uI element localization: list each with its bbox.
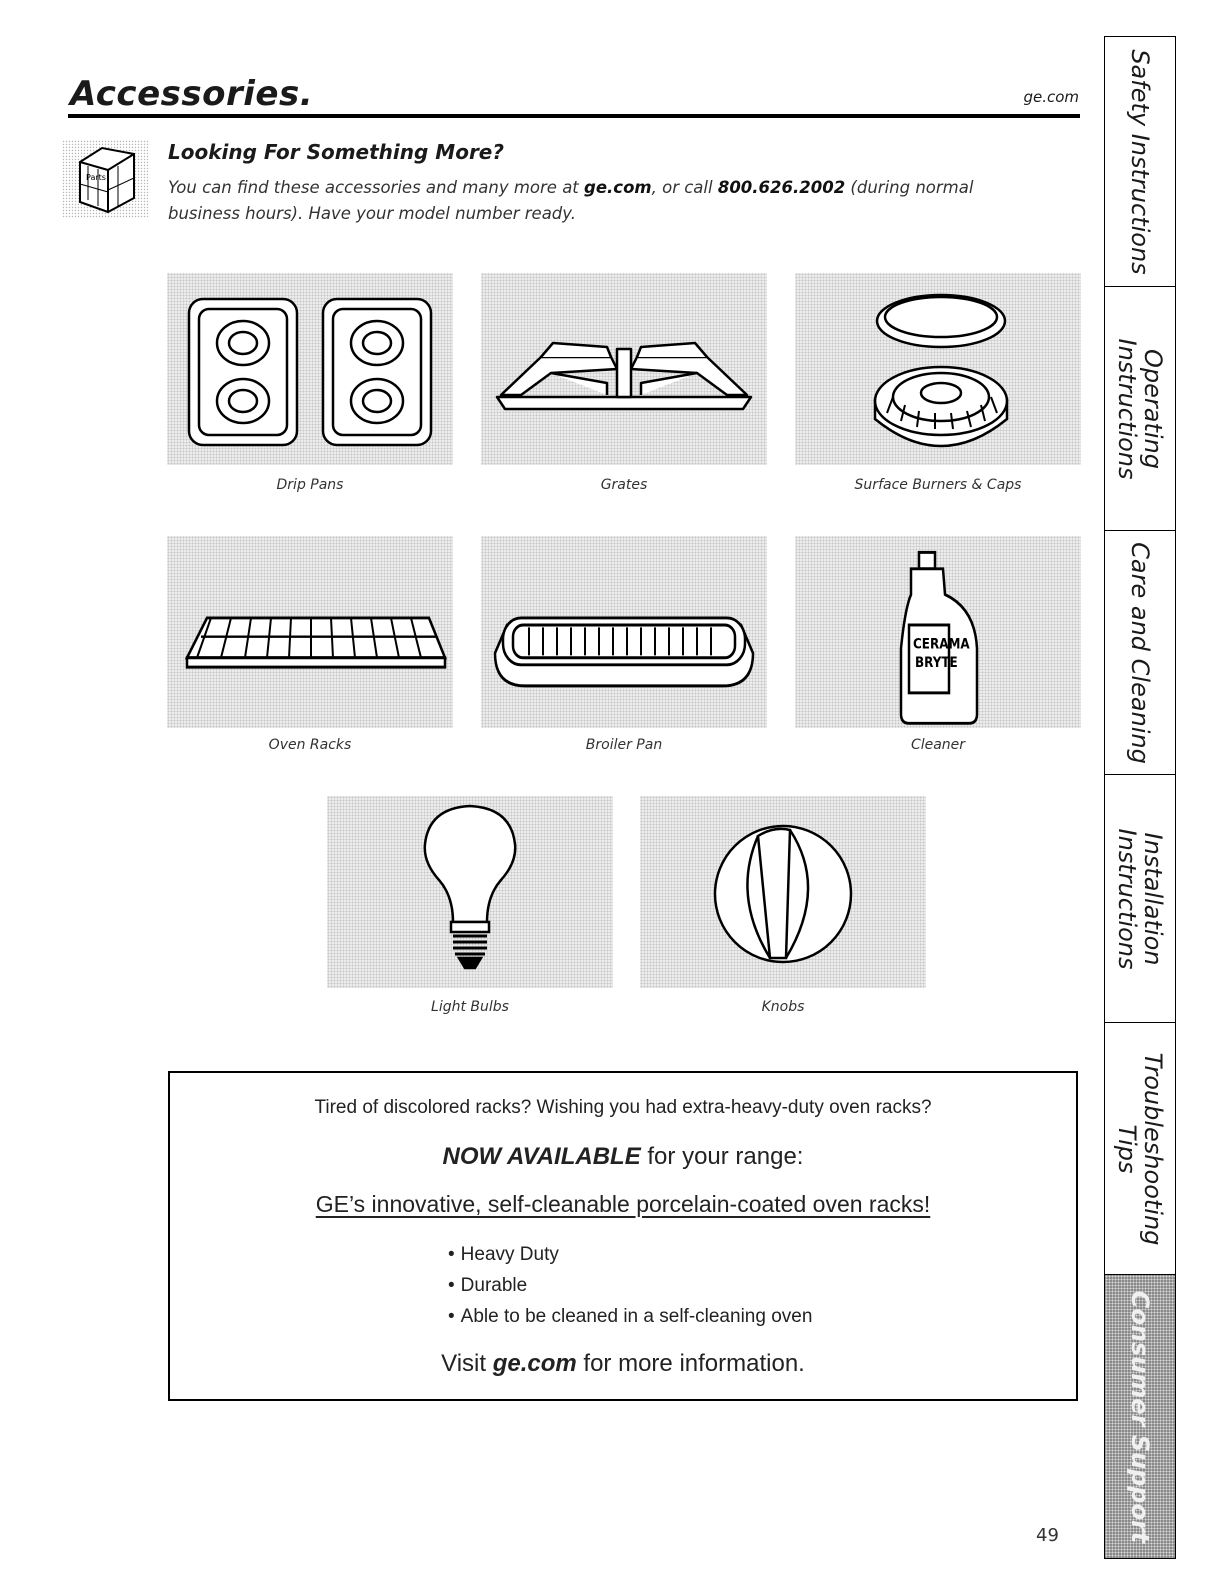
tab-label: Care and Cleaning — [1126, 541, 1154, 764]
drip-pans-tile — [167, 273, 453, 465]
intro-heading: Looking For Something More? — [168, 140, 504, 164]
tab-installation-instructions[interactable] — [1105, 775, 1175, 1023]
caption-burner-caps: Surface Burners & Caps — [854, 477, 1022, 493]
oven-rack-illustration — [167, 536, 453, 728]
cleaner-bottle-illustration — [795, 536, 1081, 728]
parts-box-icon — [62, 140, 150, 218]
tab-label: Troubleshooting Tips — [1113, 1052, 1167, 1245]
cleaner-label-line2: BRYTE — [915, 655, 958, 672]
tab-consumer-support[interactable] — [1105, 1275, 1175, 1558]
intro-phone: 800.626.2002 — [717, 178, 846, 197]
intro-text: You can find these accessories and many more at ge.com, or call 800.626.2002 (during normal business hours). Have your model number ready. — [168, 178, 974, 223]
promo-site-link[interactable]: ge.com — [492, 1350, 577, 1377]
knobs-tile — [640, 796, 926, 988]
side-nav — [1104, 36, 1176, 1559]
burner-caps-tile — [795, 273, 1081, 465]
caption-drip-pans: Drip Pans — [276, 477, 344, 493]
tab-label: Safety Instructions — [1126, 48, 1154, 275]
intro-site-link[interactable]: ge.com — [584, 178, 652, 197]
knob-illustration — [640, 796, 926, 988]
broiler-pan-tile — [481, 536, 767, 728]
title-rule — [68, 114, 1080, 118]
tab-care-and-cleaning[interactable] — [1105, 531, 1175, 775]
light-bulbs-tile — [327, 796, 613, 988]
cleaner-tile — [795, 536, 1081, 728]
caption-broiler-pan: Broiler Pan — [585, 737, 663, 753]
page-number: 49 — [1036, 1525, 1059, 1546]
bullet-item: • Durable — [448, 1270, 812, 1301]
drip-pans-illustration — [167, 273, 453, 465]
cleaner-label-line1: CERAMA — [913, 636, 970, 653]
promo-visit: Visit ge.com for more information. — [441, 1350, 805, 1377]
tab-label: Operating Instructions — [1113, 338, 1167, 479]
bullet-item: • Able to be cleaned in a self-cleaning oven — [448, 1301, 812, 1332]
promo-question: Tired of discolored racks? Wishing you had extra-heavy-duty oven racks? — [314, 1097, 932, 1118]
grates-illustration — [481, 273, 767, 465]
caption-cleaner: Cleaner — [910, 737, 966, 753]
caption-oven-racks: Oven Racks — [268, 737, 352, 753]
caption-knobs: Knobs — [761, 999, 805, 1015]
tab-label: Consumer Support — [1126, 1290, 1154, 1543]
promo-now-available: NOW AVAILABLE for your range: — [442, 1143, 804, 1170]
oven-racks-tile — [167, 536, 453, 728]
promo-bullets — [448, 1239, 812, 1332]
promo-headline: GE’s innovative, self-cleanable porcelain-coated oven racks! — [315, 1191, 931, 1217]
burner-caps-illustration — [795, 273, 1081, 465]
light-bulb-illustration — [327, 796, 613, 988]
tab-operating-instructions[interactable] — [1105, 287, 1175, 531]
parts-icon-label: Parts — [86, 173, 106, 182]
tab-label: Installation Instructions — [1113, 828, 1167, 969]
tab-troubleshooting-tips[interactable] — [1105, 1023, 1175, 1275]
broiler-pan-illustration — [481, 536, 767, 728]
caption-grates: Grates — [600, 477, 648, 493]
caption-light-bulbs: Light Bulbs — [431, 999, 509, 1015]
bullet-item: • Heavy Duty — [448, 1239, 812, 1270]
promo-box — [168, 1071, 1078, 1401]
page-title: Accessories. — [70, 74, 314, 114]
header-site-url[interactable]: ge.com — [1023, 88, 1079, 106]
grates-tile — [481, 273, 767, 465]
tab-safety-instructions[interactable] — [1105, 37, 1175, 287]
